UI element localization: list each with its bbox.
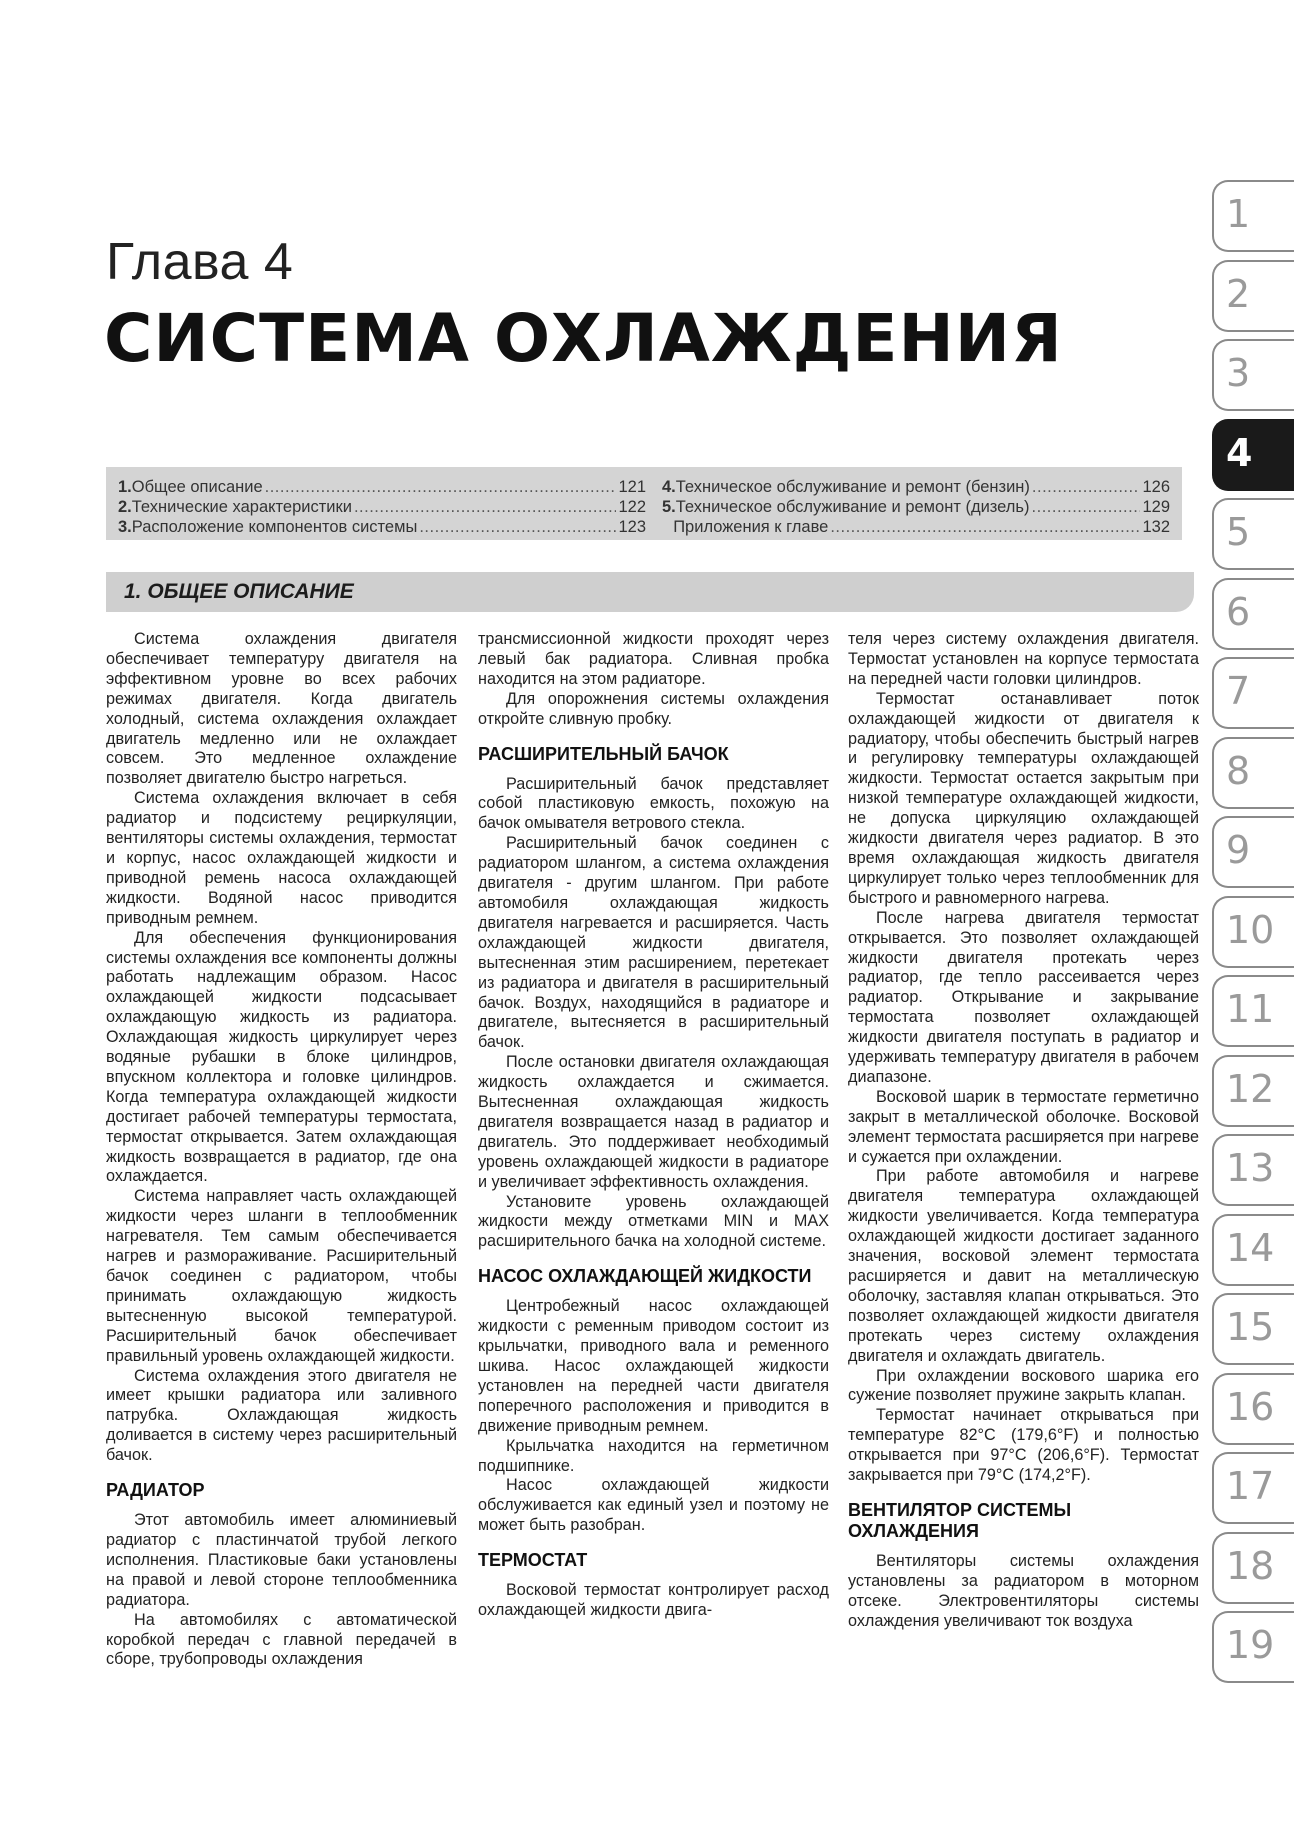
toc-number: 3. [118,518,132,536]
paragraph: теля через систему охлаждения двигателя. Термостат установлен на корпусе термостата на передней части головки цилиндров. [848,630,1199,688]
toc-leader [830,518,1140,537]
chapter-tab-19[interactable]: 19 [1212,1611,1294,1683]
subheading-radiator: РАДИАТОР [106,1480,205,1501]
section-header-bar [106,572,1194,612]
subheading-coolant-pump: НАСОС ОХЛАЖДАЮЩЕЙ ЖИДКОСТИ [478,1266,812,1287]
toc-label: Приложения к главе [673,518,829,536]
chapter-tab-12[interactable]: 12 [1212,1055,1294,1127]
chapter-tab-3[interactable]: 3 [1212,339,1294,411]
chapter-tab-5[interactable]: 5 [1212,498,1294,570]
text-column-1 [106,630,457,1670]
toc-page: 122 [618,498,646,516]
toc-entry[interactable] [662,478,1170,498]
paragraph: Система направляет часть охлаждающей жидкости через шланги в теплообменник нагревателя. Тем самым обеспечивается нагрев и размораживание. Расширительный бачок соединен с радиатором, чтобы принимать охлаждающую жидкость вытесненную высокой температурой. Расширительный бачок обеспечивает правильный уровень охлаждающей жидкости. [106,1187,457,1365]
toc-leader [354,498,617,517]
text-column-3 [848,630,1199,1632]
paragraph: Насос охлаждающей жидкости обслуживается как единый узел и поэтому не может быть разобран. [478,1476,829,1535]
paragraph: Восковой шарик в термостате герметично закрыт в металлической оболочке. Восковой элемент термостата расширяется при нагреве и сужается при охлаждении. [848,1087,1199,1166]
chapter-tab-17[interactable]: 17 [1212,1452,1294,1524]
subheading-expansion-tank: РАСШИРИТЕЛЬНЫЙ БАЧОК [478,743,729,764]
paragraph: Термостат начинает открываться при температуре 82°C (179,6°F) и полностью открывается при 97°C (206,6°F). Термостат закрывается при 79°C (174,2°F). [848,1406,1199,1485]
toc-entry[interactable] [118,478,646,498]
toc-page: 121 [618,478,646,496]
chapter-tab-2[interactable]: 2 [1212,260,1294,332]
toc-label: Технические характеристики [131,498,352,516]
chapter-title: СИСТЕМА ОХЛАЖДЕНИЯ [104,300,1063,377]
toc-label: Общее описание [131,478,263,496]
text-column-2 [478,630,829,1621]
toc-number: 4. [662,478,676,496]
paragraph: Система охлаждения двигателя обеспечивает температуру двигателя на эффективном уровне во всех рабочих режимах двигателя. Когда двигатель холодный, система охлаждения охлаждает двигатель медленно или не охлаждает совсем. Это медленное охлаждение позволяет двигателю быстро нагреться. [106,630,457,788]
paragraph: Восковой термостат контролирует расход охлаждающей жидкости двига- [478,1581,829,1620]
chapter-tab-18[interactable]: 18 [1212,1532,1294,1604]
chapter-label: Глава 4 [106,233,294,291]
chapter-tab-4[interactable]: 4 [1212,419,1294,491]
toc-leader [1032,478,1141,497]
chapter-tab-11[interactable]: 11 [1212,975,1294,1047]
chapter-tab-13[interactable]: 13 [1212,1134,1294,1206]
toc-page: 129 [1142,498,1170,516]
paragraph: Этот автомобиль имеет алюминиевый радиатор с пластинчатой трубой легкого исполнения. Пластиковые баки установлены на правой и левой стороне теплообменника радиатора. [106,1511,457,1609]
paragraph: Расширительный бачок представляет собой пластиковую емкость, похожую на бачок омывателя ветрового стекла. [478,774,829,833]
chapter-tab-9[interactable]: 9 [1212,816,1294,888]
toc-label: Расположение компонентов системы [131,518,418,536]
chapter-tab-8[interactable]: 8 [1212,737,1294,809]
paragraph: трансмиссионной жидкости проходят через левый бак радиатора. Сливная пробка находится на этом радиаторе. [478,630,829,688]
paragraph: Термостат останавливает поток охлаждающей жидкости от двигателя к радиатору, чтобы обеспечить быстрый нагрев и регулировку температуры охлаждающей жидкости. Термостат остается закрытым при низкой температуре охлаждающей жидкости, не допуска циркуляцию охлаждающей жидкости двигателя через радиатор. В это время охлаждающая жидкость двигателя циркулирует только через теплообменник для быстрого и равномерного нагрева. [848,689,1199,907]
chapter-tab-7[interactable]: 7 [1212,657,1294,729]
paragraph: При работе автомобиля и нагреве двигателя температура охлаждающей жидкости увеличивается. Когда температура охлаждающей жидкости достигает заданного значения, восковой элемент термостата расширяется и давит на металлическую оболочку, заставляя клапан открываться. Это позволяет охлаждающей жидкости двигателя протекать через систему охлаждения двигателя и охлаждать двигатель. [848,1167,1199,1365]
paragraph: Крыльчатка находится на герметичном подшипнике. [478,1436,829,1475]
section-title: 1. ОБЩЕЕ ОПИСАНИЕ [124,580,354,603]
toc-leader [419,518,616,537]
toc-column-left [118,478,646,538]
paragraph: Для опорожнения системы охлаждения откройте сливную пробку. [478,689,829,728]
toc-leader [265,478,617,497]
paragraph: Центробежный насос охлаждающей жидкости с ременным приводом состоит из крыльчатки, приводного вала и ременного шкива. Насос охлаждающей жидкости установлен на передней части двигателя поперечного расположения и приводится в движение приводным ремнем. [478,1297,829,1435]
table-of-contents [106,467,1182,540]
toc-label: Техническое обслуживание и ремонт (дизель) [675,498,1030,516]
chapter-tab-16[interactable]: 16 [1212,1373,1294,1445]
paragraph: На автомобилях с автоматической коробкой передач с главной передачей в сборе, трубопроводы охлаждения [106,1610,457,1669]
paragraph: Для обеспечения функционирования системы охлаждения все компоненты должны работать надлежащим образом. Насос охлаждающей жидкости подсасывает охлаждающую жидкость из радиатора. Охлаждающая жидкость циркулирует через водяные рубашки в блоке цилиндров, впускном коллектора и головке цилиндров. Когда температура охлаждающей жидкости достигает рабочей температуры термостата, термостат открывается. Затем охлаждающая жидкость возвращается в радиатор, где она охлаждается. [106,928,457,1186]
toc-entry[interactable] [662,518,1170,538]
paragraph: Система охлаждения включает в себя радиатор и подсистему рециркуляции, вентиляторы системы охлаждения, термостат и корпус, насос охлаждающей жидкости и приводной ремень насоса охлаждающей жидкости. Водяной насос приводится приводным ремнем. [106,789,457,927]
paragraph: Расширительный бачок соединен с радиатором шлангом, а система охлаждения двигателя - другим шлангом. При работе автомобиля охлаждающая жидкость двигателя нагревается и расширяется. Часть охлаждающей жидкости двигателя, вытесненная этим расширением, перетекает из радиатора и двигателя в расширительный бачок. Воздух, находящийся в радиаторе и двигателе, вытесняется в расширительный бачок. [478,834,829,1052]
paragraph: После остановки двигателя охлаждающая жидкость охлаждается и сжимается. Вытесненная охлаждающая жидкость двигателя возвращается назад в радиатор и двигатель. Это поддерживает необходимый уровень охлаждающей жидкости в радиаторе и увеличивает эффективность охлаждения. [478,1053,829,1191]
chapter-tab-14[interactable]: 14 [1212,1214,1294,1286]
toc-leader [1032,498,1141,517]
toc-page: 132 [1142,518,1170,536]
toc-entry[interactable] [662,498,1170,518]
toc-number: 1. [118,478,132,496]
toc-page: 123 [618,518,646,536]
toc-label: Техническое обслуживание и ремонт (бензин) [675,478,1030,496]
chapter-tab-15[interactable]: 15 [1212,1293,1294,1365]
toc-number: 5. [662,498,676,516]
chapter-tab-6[interactable]: 6 [1212,578,1294,650]
chapter-tab-10[interactable]: 10 [1212,896,1294,968]
toc-page: 126 [1142,478,1170,496]
paragraph: При охлаждении воскового шарика его сужение позволяет пружине закрыть клапан. [848,1366,1199,1405]
subheading-thermostat: ТЕРМОСТАТ [478,1550,588,1571]
toc-number: 2. [118,498,132,516]
paragraph: После нагрева двигателя термостат открывается. Это позволяет охлаждающей жидкости двигателя протекать через радиатор, где тепло рассеивается через радиатор. Открывание и закрывание термостата позволяет охлаждающей жидкости двигателя поступать в радиатор и удерживать температуру двигателя в рабочем диапазоне. [848,908,1199,1086]
toc-column-right [662,478,1170,538]
paragraph: Вентиляторы системы охлаждения установлены за радиатором в моторном отсеке. Электровентиляторы системы охлаждения увеличивают ток воздуха [848,1551,1199,1630]
subheading-cooling-fan: ВЕНТИЛЯТОР СИСТЕМЫ ОХЛАЖДЕНИЯ [848,1499,1072,1541]
chapter-tab-1[interactable]: 1 [1212,180,1294,252]
toc-entry[interactable] [118,498,646,518]
toc-entry[interactable] [118,518,646,538]
paragraph: Установите уровень охлаждающей жидкости между отметками MIN и MAX расширительного бачка на холодной системе. [478,1192,829,1251]
paragraph: Система охлаждения этого двигателя не имеет крышки радиатора или заливного патрубка. Охлаждающая жидкость доливается в систему через расширительный бачок. [106,1366,457,1465]
